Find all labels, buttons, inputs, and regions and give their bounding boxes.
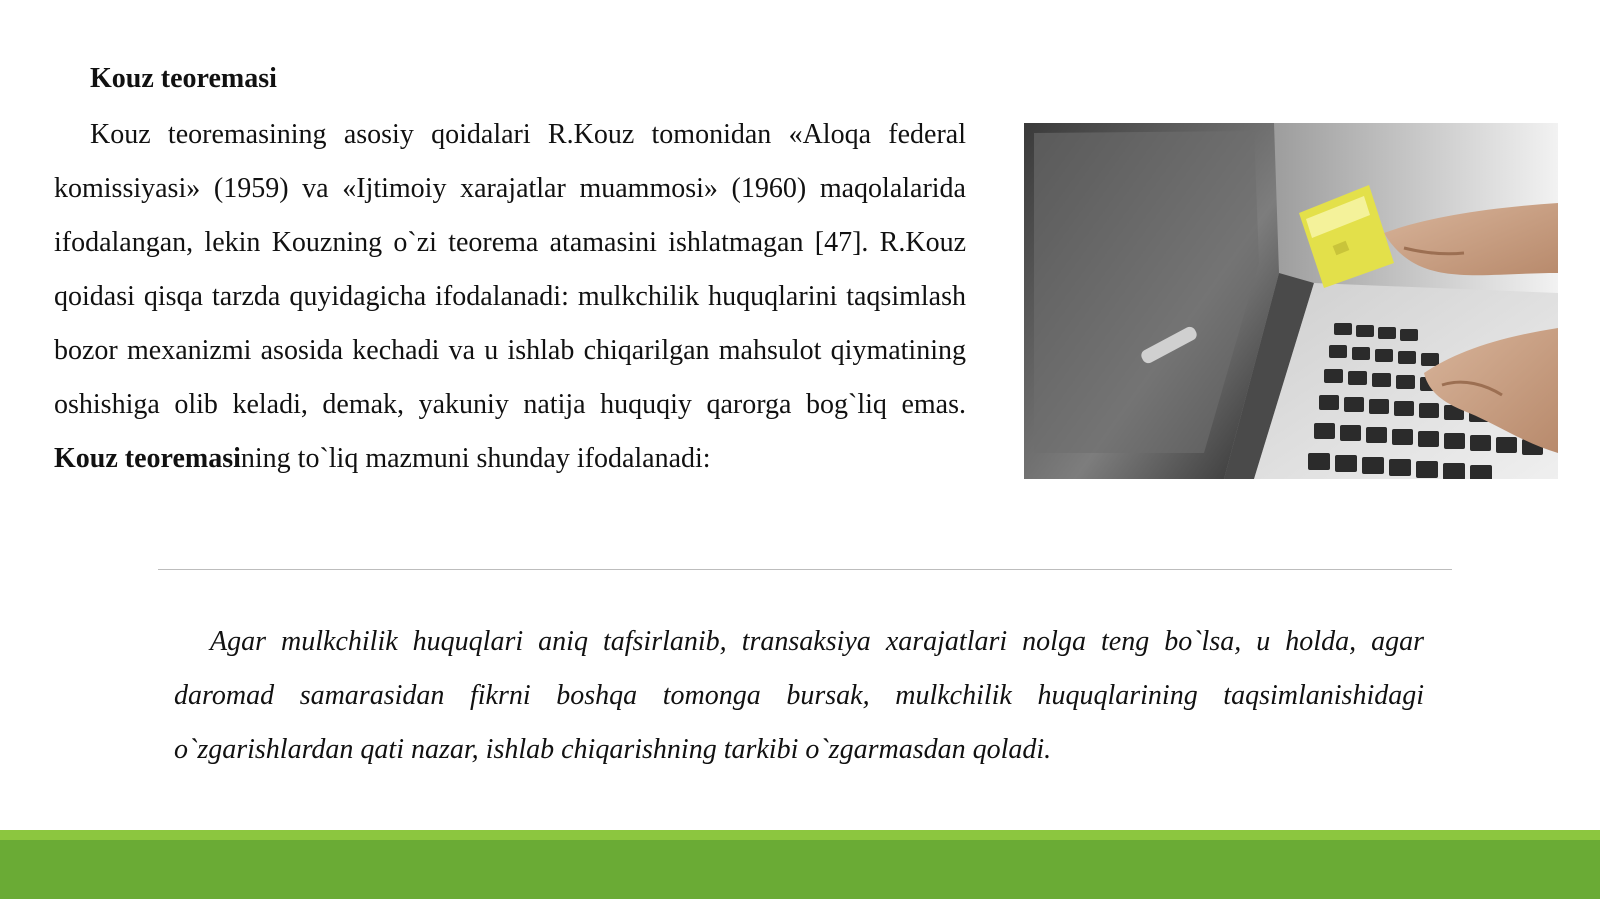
section-divider [158,569,1452,570]
body-paragraph [54,108,966,486]
footer-accent-stripe [0,830,1600,840]
slide-heading: Kouz teoremasi [90,63,277,94]
body-text-part-1: Kouz teoremasining asosiy qoidalari R.Kouz tomonidan «Aloqa federal komissiyasi» (1959) va «Ijtimoiy xarajatlar muammosi» (1960) maqolalarida ifodalangan, lekin Kouzning o`zi teorema atamasini ishlatmagan [47]. R.Kouz qoidasi qisqa tarzda quyidagicha ifodalanadi: mulkchilik huquqlarini taqsimlash bozor mexanizmi asosida kechadi va u ishlab chiqarilgan mahsulot qiymatining oshishiga olib keladi, demak, yakuniy natija huquqiy qarorga bog`liq emas. [54,119,966,420]
body-text-part-2: ning to`liq mazmuni shunday ifodalanadi: [240,443,711,474]
footer-bar [0,840,1600,899]
theorem-quote: Agar mulkchilik huquqlari aniq tafsirlanib, transaksiya xarajatlari nolga teng bo`lsa, u holda, agar daromad samarasidan fikrni boshqa tomonga bursak, mulkchilik huquqlarining taqsimlanishidagi o`zgarishlardan qati nazar, ishlab chiqarishning tarkibi o`zgarmasdan qoladi. [174,626,1424,765]
laptop-payment-photo [1024,123,1558,479]
laptop-payment-illustration [1024,123,1558,479]
body-text-bold-term: Kouz teoremasi [54,443,241,474]
